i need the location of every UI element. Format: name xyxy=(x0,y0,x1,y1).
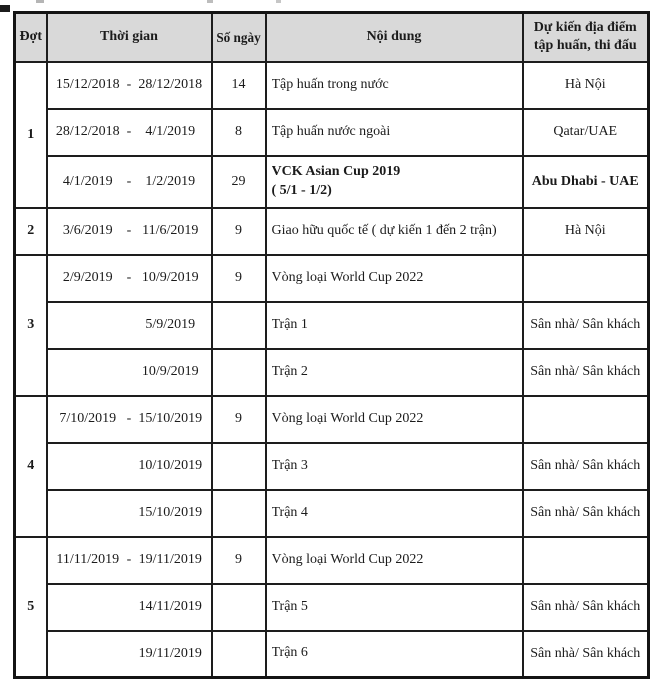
days-cell xyxy=(212,302,266,349)
content-line1: Trận 4 xyxy=(271,504,308,520)
days-cell xyxy=(212,490,266,537)
schedule-table xyxy=(13,11,650,679)
days-cell: 9 xyxy=(212,255,266,302)
col-header-phase: Đợt xyxy=(15,13,47,62)
time-end: 11/6/2019 xyxy=(142,223,199,238)
content-line1: Tập huấn nước ngoài xyxy=(271,123,391,139)
table-row xyxy=(15,537,649,584)
scan-artifact xyxy=(276,0,281,3)
time-cell xyxy=(47,255,212,302)
time-end: 5/9/2019 xyxy=(145,317,196,332)
time-cell xyxy=(47,584,212,631)
table-row xyxy=(15,584,649,631)
location-cell xyxy=(523,537,649,584)
content-cell xyxy=(266,208,523,255)
scan-artifact xyxy=(0,5,10,12)
time-dash: - xyxy=(126,173,132,189)
header-row xyxy=(15,13,649,62)
phase-group-4 xyxy=(15,396,649,537)
table-row xyxy=(15,396,649,443)
time-cell xyxy=(47,396,212,443)
time-cell xyxy=(47,443,212,490)
location-cell: Sân nhà/ Sân khách xyxy=(523,443,649,490)
table-row xyxy=(15,255,649,302)
phase-number-cell: 5 xyxy=(15,537,47,678)
location-cell xyxy=(523,396,649,443)
phase-number-cell: 2 xyxy=(15,208,47,255)
table-row xyxy=(15,631,649,678)
time-end: 15/10/2019 xyxy=(138,411,203,426)
time-cell xyxy=(47,156,212,208)
location-cell: Abu Dhabi - UAE xyxy=(523,156,649,208)
content-cell xyxy=(266,443,523,490)
time-start: 11/11/2019 xyxy=(56,552,120,567)
location-cell: Sân nhà/ Sân khách xyxy=(523,302,649,349)
content-line2: ( 5/1 - 1/2) xyxy=(271,182,332,198)
content-cell xyxy=(266,537,523,584)
location-cell xyxy=(523,255,649,302)
content-line1: Trận 3 xyxy=(271,457,308,473)
time-end: 10/10/2019 xyxy=(138,458,203,473)
time-dash: - xyxy=(126,124,132,139)
time-cell xyxy=(47,537,212,584)
time-cell xyxy=(47,490,212,537)
col-header-content: Nội dung xyxy=(266,13,523,62)
time-dash: - xyxy=(126,223,132,238)
time-start: 2/9/2019 xyxy=(62,270,113,285)
content-line1: Vòng loại World Cup 2022 xyxy=(271,269,424,285)
col-header-location-line2: tập huấn, thi đấu xyxy=(533,38,637,54)
content-cell xyxy=(266,631,523,678)
content-cell xyxy=(266,490,523,537)
time-end: 10/9/2019 xyxy=(141,364,199,379)
time-cell xyxy=(47,208,212,255)
content-line1: Vòng loại World Cup 2022 xyxy=(271,410,424,426)
scan-artifact xyxy=(36,0,44,3)
time-dash: - xyxy=(126,552,132,567)
location-cell: Sân nhà/ Sân khách xyxy=(523,490,649,537)
location-cell: Qatar/UAE xyxy=(523,109,649,156)
phase-group-5 xyxy=(15,537,649,678)
content-cell xyxy=(266,255,523,302)
content-cell xyxy=(266,156,523,208)
time-end: 4/1/2019 xyxy=(145,124,196,139)
col-header-location-line1: Dự kiến địa điểm xyxy=(533,20,637,36)
content-cell xyxy=(266,349,523,396)
table-row xyxy=(15,208,649,255)
table-row xyxy=(15,490,649,537)
content-cell xyxy=(266,584,523,631)
content-line1: Tập huấn trong nước xyxy=(271,76,389,92)
col-header-location xyxy=(523,13,649,62)
content-cell xyxy=(266,62,523,109)
phase-number-cell: 4 xyxy=(15,396,47,537)
content-cell xyxy=(266,302,523,349)
col-header-time: Thời gian xyxy=(47,13,212,62)
phase-number-cell: 3 xyxy=(15,255,47,396)
time-dash: - xyxy=(126,77,132,92)
days-cell: 9 xyxy=(212,208,266,255)
days-cell xyxy=(212,443,266,490)
days-cell: 9 xyxy=(212,537,266,584)
time-cell xyxy=(47,302,212,349)
days-cell xyxy=(212,584,266,631)
col-header-days: Số ngày xyxy=(212,13,266,62)
content-cell xyxy=(266,109,523,156)
days-cell: 14 xyxy=(212,62,266,109)
table-row xyxy=(15,62,649,109)
time-start: 28/12/2018 xyxy=(55,124,120,139)
time-start: 3/6/2019 xyxy=(62,223,113,238)
days-cell xyxy=(212,631,266,678)
time-end: 15/10/2019 xyxy=(138,505,203,520)
location-cell: Sân nhà/ Sân khách xyxy=(523,584,649,631)
days-cell: 29 xyxy=(212,156,266,208)
content-line1: Trận 1 xyxy=(271,316,308,332)
time-end: 10/9/2019 xyxy=(141,270,199,285)
scan-artifact xyxy=(207,0,213,3)
content-line1: Trận 2 xyxy=(271,363,308,379)
content-line1: Vòng loại World Cup 2022 xyxy=(271,551,424,567)
table-row xyxy=(15,349,649,396)
content-line1: Trận 5 xyxy=(271,598,308,614)
time-end: 19/11/2019 xyxy=(138,552,202,567)
content-cell xyxy=(266,396,523,443)
location-cell: Sân nhà/ Sân khách xyxy=(523,349,649,396)
phase-group-3 xyxy=(15,255,649,396)
time-cell xyxy=(47,631,212,678)
time-end: 14/11/2019 xyxy=(138,599,202,614)
time-cell xyxy=(47,349,212,396)
time-dash: - xyxy=(126,270,132,285)
table-row xyxy=(15,443,649,490)
content-line1: VCK Asian Cup 2019 xyxy=(271,163,401,179)
time-start: 4/1/2019 xyxy=(62,173,113,189)
time-end: 28/12/2018 xyxy=(138,77,203,92)
days-cell: 9 xyxy=(212,396,266,443)
time-end: 1/2/2019 xyxy=(145,173,196,189)
table-row xyxy=(15,109,649,156)
location-cell: Sân nhà/ Sân khách xyxy=(523,631,649,678)
location-cell: Hà Nội xyxy=(523,208,649,255)
table-row xyxy=(15,156,649,208)
location-cell: Hà Nội xyxy=(523,62,649,109)
time-cell xyxy=(47,109,212,156)
time-start: 15/12/2018 xyxy=(55,77,120,92)
time-dash: - xyxy=(126,411,132,426)
phase-group-2 xyxy=(15,208,649,255)
days-cell xyxy=(212,349,266,396)
time-cell xyxy=(47,62,212,109)
table-header xyxy=(15,13,649,62)
table-row xyxy=(15,302,649,349)
phase-number-cell: 1 xyxy=(15,62,47,208)
time-start: 7/10/2019 xyxy=(59,411,117,426)
phase-group-1 xyxy=(15,62,649,208)
content-line1: Trận 6 xyxy=(271,645,308,661)
time-end: 19/11/2019 xyxy=(138,645,202,661)
days-cell: 8 xyxy=(212,109,266,156)
content-line1: Giao hữu quốc tế ( dự kiến 1 đến 2 trận) xyxy=(271,222,497,238)
